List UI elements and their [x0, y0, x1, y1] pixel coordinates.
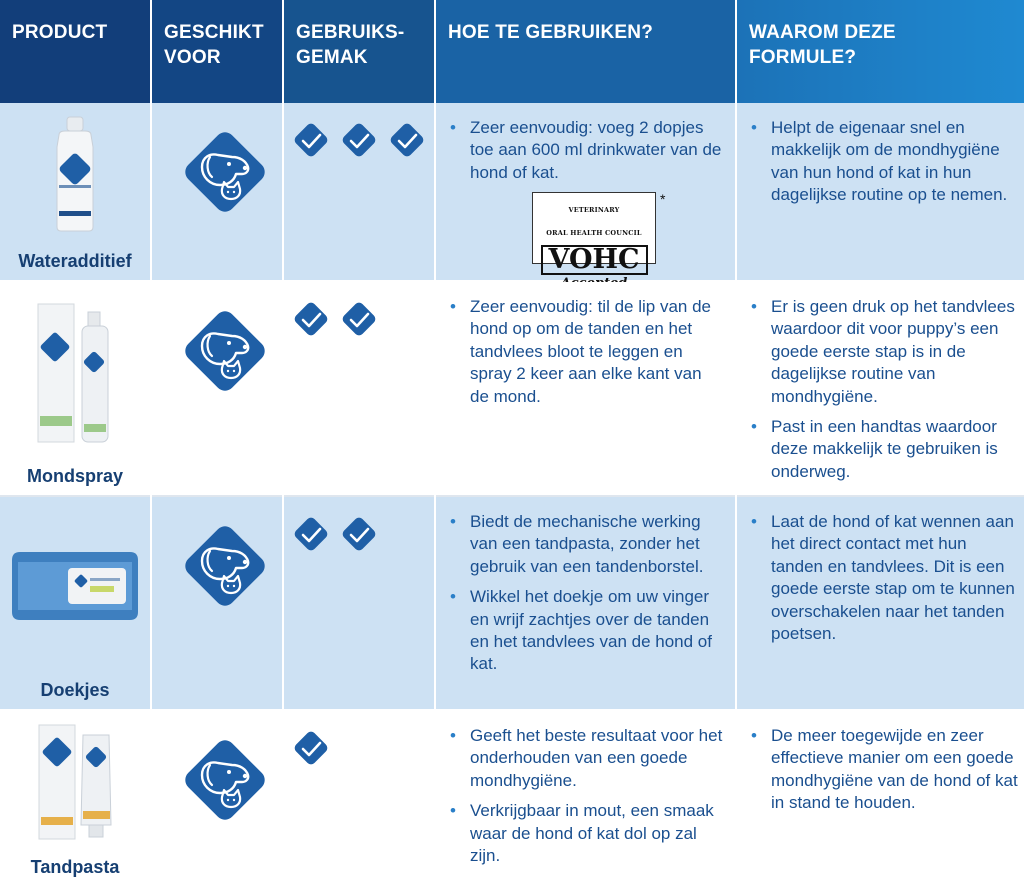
- why-item: • Past in een handtas waardoor deze makkelijk te gebruiken is onderweg.: [751, 416, 1022, 483]
- ease-cell: [284, 282, 434, 497]
- how-cell: [436, 103, 735, 282]
- water-additive-bottle-image: [45, 115, 105, 233]
- how-cell: [436, 497, 735, 711]
- mouth-spray-image: [30, 298, 120, 444]
- vohc-big: VOHC: [541, 245, 648, 275]
- how-item: • Zeer eenvoudig: voeg 2 dopjes toe aan 600 ml drinkwater van de hond of kat.: [450, 117, 725, 184]
- product-name: Doekjes: [40, 680, 110, 700]
- how-item: • Geeft het beste resultaat voor het onderhouden van een goede mondhygiëne.: [450, 725, 725, 792]
- check-icon: [386, 119, 428, 161]
- product-cell-mondspray: [0, 282, 150, 497]
- check-icon: [290, 513, 332, 555]
- header-product: [0, 0, 150, 103]
- product-cell-wateradditief: [0, 103, 150, 282]
- product-name: Wateradditief: [18, 251, 132, 271]
- check-icon: [338, 298, 380, 340]
- product-cell-tandpasta: [0, 711, 150, 886]
- why-item: • Helpt de eigenaar snel en makkelijk om de mondhygiëne van hun hond of kat in hun dagelijkse routine op te nemen.: [751, 117, 1022, 207]
- dog-cat-icon: [180, 735, 270, 825]
- how-item: • Zeer eenvoudig: til de lip van de hond op om de tanden en het tandvlees bloot te leggen en spray 2 keer aan elke kant van de mond.: [450, 296, 725, 408]
- check-icon: [338, 119, 380, 161]
- dog-cat-icon: [180, 127, 270, 217]
- how-cell: [436, 282, 735, 497]
- how-item: • Verkrijgbaar in mout, een smaak waar de hond of kat dol op zal zijn.: [450, 800, 725, 867]
- suitable-cell: [152, 282, 282, 497]
- vohc-line1: VETERINARY: [568, 206, 620, 215]
- check-icon: [290, 727, 332, 769]
- header-ease-line2: GEMAK: [296, 47, 368, 68]
- ease-rating: [284, 497, 434, 555]
- how-item: • Wikkel het doekje om uw vinger en wrijf zachtjes over de tanden en het tandvlees van de hond of kat.: [450, 586, 725, 676]
- header-suitable-line1: GESCHIKT: [164, 22, 264, 43]
- how-cell: [436, 711, 735, 886]
- why-item: • De meer toegewijde en zeer effectieve manier om een goede mondhygiëne van de hond of kat in stand te houden.: [751, 725, 1022, 815]
- vohc-logo: [532, 192, 656, 276]
- suitable-cell: [152, 497, 282, 711]
- product-name: Mondspray: [26, 466, 123, 486]
- header-ease: [284, 0, 434, 103]
- header-why: [737, 0, 1024, 103]
- wipes-pack-image: [8, 548, 142, 624]
- ease-cell: [284, 497, 434, 711]
- why-cell: [737, 103, 1024, 282]
- why-cell: [737, 497, 1024, 711]
- why-cell: [737, 282, 1024, 497]
- ease-rating: [284, 282, 434, 340]
- suitable-cell: [152, 103, 282, 282]
- why-cell: [737, 711, 1024, 886]
- how-item: • Biedt de mechanische werking van een tandpasta, zonder het gebruik van een tandenborstel.: [450, 511, 725, 578]
- vohc-seal: [532, 191, 725, 276]
- product-cell-doekjes: [0, 497, 150, 711]
- header-suitable-line2: VOOR: [164, 47, 221, 68]
- toothpaste-image: [33, 721, 117, 841]
- footnote-star: *: [660, 191, 666, 208]
- check-icon: [338, 513, 380, 555]
- ease-rating: [284, 711, 434, 769]
- header-how-label: HOE TE GEBRUIKEN?: [448, 22, 654, 43]
- header-why-line1: WAAROM DEZE: [749, 22, 896, 43]
- header-why-line2: FORMULE?: [749, 47, 857, 68]
- dog-cat-icon: [180, 306, 270, 396]
- suitable-cell: [152, 711, 282, 886]
- header-how: [436, 0, 735, 103]
- header-suitable: [152, 0, 282, 103]
- dog-cat-icon: [180, 521, 270, 611]
- header-product-label: PRODUCT: [12, 22, 108, 43]
- why-item: • Er is geen druk op het tandvlees waardoor dit voor puppy’s een goede eerste stap is in de dagelijkse routine van mondhygiëne.: [751, 296, 1022, 408]
- header-ease-line1: GEBRUIKS-: [296, 22, 405, 43]
- check-icon: [290, 298, 332, 340]
- ease-cell: [284, 103, 434, 282]
- check-icon: [290, 119, 332, 161]
- ease-cell: [284, 711, 434, 886]
- why-item: • Laat de hond of kat wennen aan het direct contact met hun tanden en tandvlees. Dit is een goede eerste stap om te kunnen overschakelen naar het tanden poetsen.: [751, 511, 1022, 645]
- product-name: Tandpasta: [30, 857, 120, 877]
- ease-rating: [284, 103, 434, 161]
- vohc-line2: ORAL HEALTH COUNCIL: [546, 228, 642, 237]
